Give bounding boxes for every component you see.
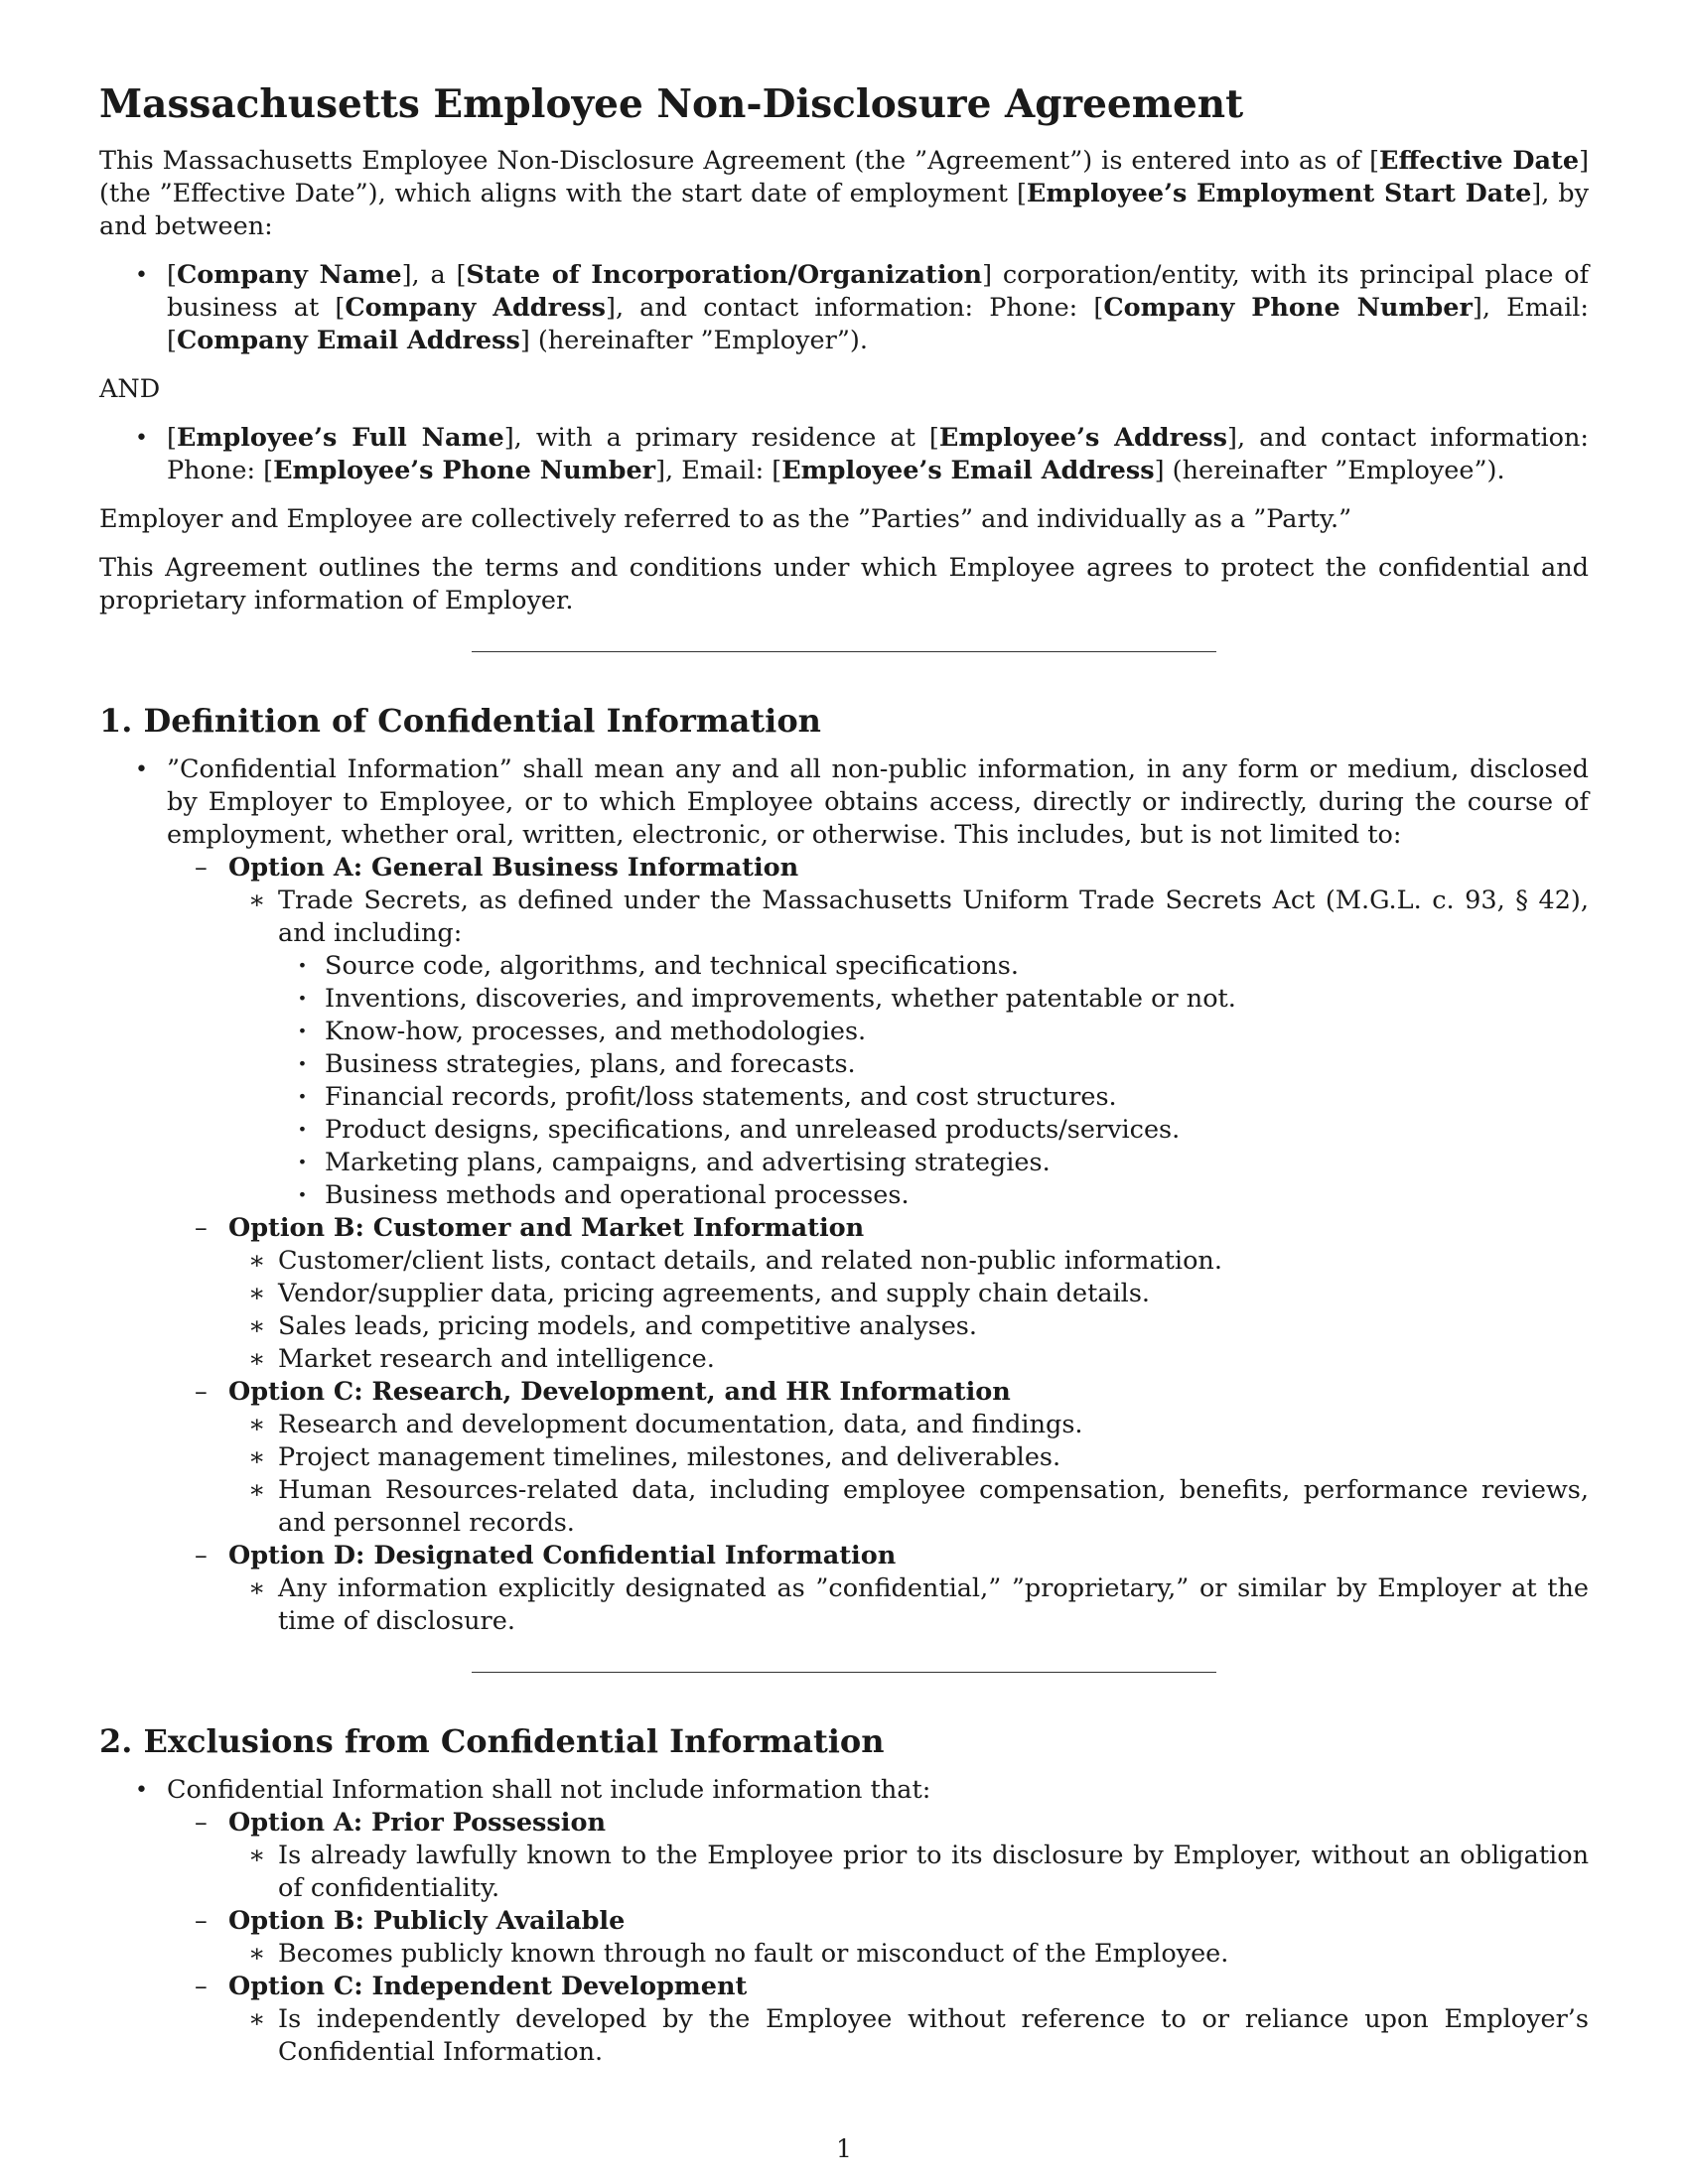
list-item: ∗ Is independently developed by the Employee without reference to or reliance upon Employer’s Confidential Information. (228, 2003, 1589, 2069)
document-title: Massachusetts Employee Non-Disclosure Agreement (99, 81, 1244, 127)
option-a (167, 852, 1589, 1212)
option-c (167, 1376, 1589, 1540)
section-2-list (99, 1774, 1589, 2069)
list-item: ∗ Research and development documentation, data, and findings. (228, 1409, 1589, 1441)
section-1-lead: ”Confidential Information” shall mean any and all non-public information, in any form or medium, disclosed by Employer to Employee, or to which Employee obtains access, directly or indirectly, during the course of employment, whether oral, written, electronic, or otherwise. This includes, but is not limited to: (167, 754, 1589, 850)
purpose-paragraph: This Agreement outlines the terms and conditions under which Employee agrees to protect the confidential and proprietary information of Employer. (99, 553, 1589, 615)
company-name-placeholder: Company Name (176, 260, 402, 290)
option-items (228, 885, 1589, 1212)
text: ], with a primary residence at [ (503, 423, 939, 453)
list-item: ∗ Is already lawfully known to the Employee prior to its disclosure by Employer, without an obligation of confidentiality. (228, 1840, 1589, 1905)
list-item: · Marketing plans, campaigns, and advertising strategies. (278, 1147, 1589, 1179)
text: ], and contact information: Phone: [ (606, 293, 1104, 323)
parties-paragraph: Employer and Employee are collectively referred to as the ”Parties” and individually as a ”Party.” (99, 504, 1352, 534)
option-items (228, 1572, 1589, 1638)
list-item: · Source code, algorithms, and technical specifications. (278, 950, 1589, 983)
list-item (99, 753, 1589, 1638)
list-item: ∗ Customer/client lists, contact details, and related non-public information. (228, 1245, 1589, 1278)
option-title: Option A: Prior Possession (228, 1808, 607, 1838)
section-divider (472, 1672, 1216, 1673)
option-items (228, 1840, 1589, 1905)
list-item: ∗ Becomes publicly known through no fault or misconduct of the Employee. (228, 1938, 1589, 1971)
list-item: ∗ Market research and intelligence. (228, 1343, 1589, 1376)
list-item: ∗ Project management timelines, milestones, and deliverables. (228, 1441, 1589, 1474)
options-list (167, 1807, 1589, 2069)
employer-item (99, 259, 1589, 357)
options-list (167, 852, 1589, 1638)
intro-text: ], by and between: (99, 179, 1590, 241)
text: ] (hereinafter ”Employee”). (1154, 456, 1505, 485)
list-item: · Product designs, specifications, and unreleased products/services. (278, 1114, 1589, 1147)
option-title: Option C: Research, Development, and HR Information (228, 1377, 1011, 1407)
document-page (99, 79, 1589, 2124)
text: Trade Secrets, as defined under the Massachusetts Uniform Trade Secrets Act (M.G.L. c. 93, § 42), and including: (278, 886, 1589, 948)
text: ], Email: [ (167, 293, 1589, 355)
section-1-list (99, 753, 1589, 1638)
option-title: Option C: Independent Development (228, 1972, 748, 2001)
text: ] corporation/entity, with its principal place of business at [ (167, 260, 1590, 323)
list-item: · Business methods and operational processes. (278, 1179, 1589, 1212)
intro-text: ] (the ”Effective Date”), which aligns with the start date of employment [ (99, 146, 1590, 208)
section-2-heading: 2. Exclusions from Confidential Information (99, 1722, 885, 1760)
section-1-heading: 1. Definition of Confidential Information (99, 702, 821, 740)
text: [ (167, 423, 177, 453)
option-a (167, 1807, 1589, 1905)
employer-list (99, 259, 1589, 357)
section-divider (472, 651, 1216, 652)
option-title: Option B: Customer and Market Information (228, 1213, 865, 1243)
trade-secrets-list (278, 950, 1589, 1212)
list-item: · Financial records, profit/loss statements, and cost structures. (278, 1081, 1589, 1114)
company-email-placeholder: Company Email Address (176, 326, 520, 355)
option-d (167, 1540, 1589, 1638)
employee-item (99, 422, 1589, 487)
list-item: ∗ Any information explicitly designated as ”confidential,” ”proprietary,” or similar by Employer at the time of disclosure. (228, 1572, 1589, 1638)
option-b (167, 1905, 1589, 1971)
company-phone-placeholder: Company Phone Number (1103, 293, 1473, 323)
option-title: Option D: Designated Confidential Information (228, 1541, 897, 1570)
employee-address-placeholder: Employee’s Address (938, 423, 1228, 453)
text: ], a [ (401, 260, 467, 290)
option-c (167, 1971, 1589, 2069)
list-item (228, 885, 1589, 1212)
list-item: ∗ Vendor/supplier data, pricing agreements, and supply chain details. (228, 1278, 1589, 1310)
employee-list (99, 422, 1589, 487)
list-item: · Know-how, processes, and methodologies. (278, 1016, 1589, 1048)
section-2-lead: Confidential Information shall not include information that: (167, 1775, 931, 1805)
state-placeholder: State of Incorporation/Organization (466, 260, 983, 290)
list-item: ∗ Sales leads, pricing models, and competitive analyses. (228, 1310, 1589, 1343)
option-items (228, 1245, 1589, 1376)
start-date-placeholder: Employee’s Employment Start Date (1026, 179, 1532, 208)
text: ] (hereinafter ”Employer”). (519, 326, 868, 355)
option-title: Option B: Publicly Available (228, 1906, 626, 1936)
and-label: AND (99, 374, 161, 404)
employee-phone-placeholder: Employee’s Phone Number (273, 456, 656, 485)
option-b (167, 1212, 1589, 1376)
intro-text: This Massachusetts Employee Non-Disclosure Agreement (the ”Agreement”) is entered into as of [ (99, 146, 1380, 176)
list-item: · Inventions, discoveries, and improvements, whether patentable or not. (278, 983, 1589, 1016)
employee-email-placeholder: Employee’s Email Address (781, 456, 1155, 485)
list-item (99, 1774, 1589, 2069)
company-address-placeholder: Company Address (345, 293, 607, 323)
option-items (228, 2003, 1589, 2069)
intro-paragraph (99, 145, 1589, 243)
page-number: 1 (836, 2134, 852, 2163)
option-title: Option A: General Business Information (228, 853, 799, 883)
effective-date-placeholder: Effective Date (1379, 146, 1580, 176)
text: ], Email: [ (655, 456, 782, 485)
text: ], and contact information: Phone: [ (167, 423, 1590, 485)
text: [ (167, 260, 177, 290)
option-items (228, 1409, 1589, 1540)
option-items (228, 1938, 1589, 1971)
employee-name-placeholder: Employee’s Full Name (176, 423, 504, 453)
list-item: · Business strategies, plans, and forecasts. (278, 1048, 1589, 1081)
list-item: ∗ Human Resources-related data, including employee compensation, benefits, performance reviews, and personnel records. (228, 1474, 1589, 1540)
